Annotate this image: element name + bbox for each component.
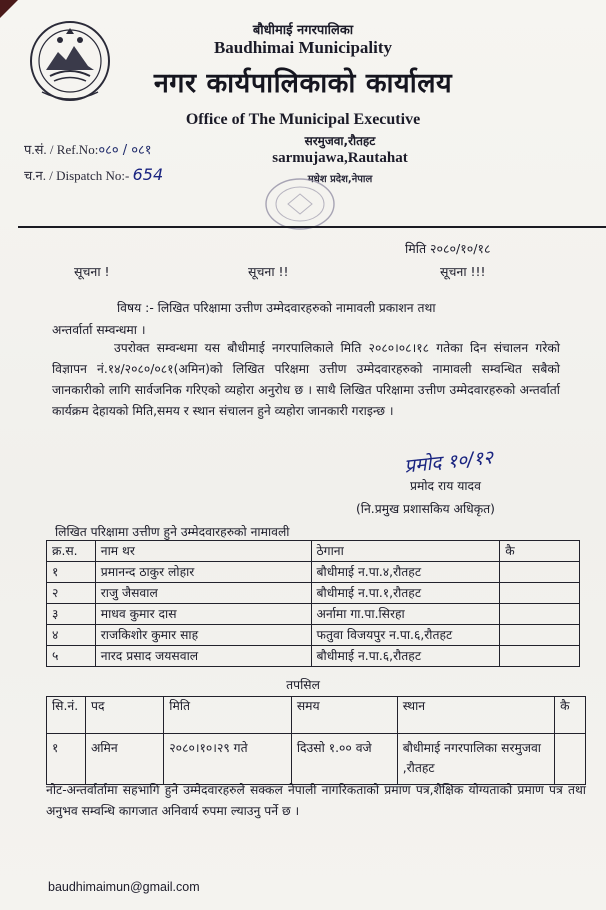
column-header: सि.नं. bbox=[47, 697, 86, 734]
table-row bbox=[47, 562, 580, 583]
handwritten-signature: प्रमोद १०/१२ bbox=[403, 446, 495, 478]
column-header: नाम थर bbox=[95, 541, 311, 562]
column-header: मिति bbox=[164, 697, 292, 734]
signer-title: (नि.प्रमुख प्रशासकिय अधिकृत) bbox=[356, 502, 495, 516]
dispatch-label: च.न. / Dispatch No:- bbox=[24, 168, 130, 183]
column-header: क्र.स. bbox=[47, 541, 96, 562]
table-cell bbox=[500, 562, 580, 583]
table-cell bbox=[500, 604, 580, 625]
notice-heading-3: सूचना !!! bbox=[440, 264, 486, 279]
subject-line-1: विषय :- लिखित परिक्षामा उत्तीण उम्मेदवारहरुको नामावली प्रकाशन तथा bbox=[117, 301, 436, 315]
municipality-name-nepali: बौधीमाई नगरपालिका bbox=[252, 23, 354, 38]
table-cell: बौधीमाई नगरपालिका सरमुजवा ,रौतहट bbox=[397, 734, 554, 785]
column-header: पद bbox=[85, 697, 163, 734]
table-header-row bbox=[47, 541, 580, 562]
candidates-table-title: लिखित परिक्षामा उत्तीण हुने उम्मेदवारहरुको नामावली bbox=[55, 525, 290, 539]
table-cell: १ bbox=[47, 562, 96, 583]
header-divider bbox=[18, 226, 606, 228]
column-header: स्थान bbox=[397, 697, 554, 734]
table-row bbox=[47, 604, 580, 625]
table-cell: बौधीमाई न.पा.१,रौतहट bbox=[311, 583, 500, 604]
table-cell: बौधीमाई न.पा.६,रौतहट bbox=[311, 646, 500, 667]
note-paragraph: नोट-अन्तर्वार्तामा सहभागि हुने उम्मेदवारहरुले सक्कल नेपाली नागरिकताको प्रमाण पत्र,शैक्षिक योग्यताको प्रमाण पत्र तथा अनुभव सम्वन्धि कागजात अनिवार्य रुपमा ल्याउनु पर्ने छ । bbox=[46, 783, 586, 818]
table-cell: अमिन bbox=[85, 734, 163, 785]
table-cell: १ bbox=[47, 734, 86, 785]
notice-heading-2: सूचना !! bbox=[248, 264, 289, 279]
table-cell bbox=[500, 583, 580, 604]
column-header: ठेगाना bbox=[311, 541, 500, 562]
table-row bbox=[47, 646, 580, 667]
table-cell bbox=[555, 734, 586, 785]
signer-name: प्रमोद राय यादव bbox=[410, 479, 481, 493]
province-nepali: मधेश प्रदेश,नेपाल bbox=[307, 174, 373, 185]
office-stamp-icon bbox=[262, 176, 338, 232]
issue-date: मिति २०८०/१०/१८ bbox=[405, 241, 491, 256]
table-cell: नारद प्रसाद जयसवाल bbox=[95, 646, 311, 667]
dispatch-value: 654 bbox=[132, 165, 164, 184]
dispatch-number bbox=[24, 165, 163, 184]
table-cell: २०८०।१०।२९ गते bbox=[164, 734, 292, 785]
column-header: कै bbox=[500, 541, 580, 562]
table-cell: प्रमानन्द ठाकुर लोहार bbox=[95, 562, 311, 583]
subject-line-2: अन्तर्वार्ता सम्वन्धमा । bbox=[52, 323, 146, 337]
table-cell: २ bbox=[47, 583, 96, 604]
table-row bbox=[47, 734, 586, 785]
contact-email: baudhimaimun@gmail.com bbox=[48, 880, 200, 894]
table-cell: ४ bbox=[47, 625, 96, 646]
table-cell bbox=[500, 646, 580, 667]
reference-number bbox=[24, 140, 152, 158]
table-cell: माधव कुमार दास bbox=[95, 604, 311, 625]
table-row bbox=[47, 625, 580, 646]
table-cell: ५ bbox=[47, 646, 96, 667]
schedule-table bbox=[46, 696, 586, 785]
place-english: sarmujawa,Rautahat bbox=[272, 150, 408, 166]
notice-paragraph: उपरोक्त सम्वन्धमा यस बौधीमाई नगरपालिकाले मिति २०८०।०८।१८ गतेका दिन संचालन गरेको विज्ञापन नं.१४/२०८०/०८१(अमिन)को लिखित परिक्षमा उत्तीण उम्मेदवारहरुको नामावली सम्वन्धित सबैको जानकारीको लागि सार्वजनिक गरिएको व्यहोरा अनुरोध छ । साथै लिखित परिक्षामा उत्तीण उम्मेदवारहरुको अन्तर्वार्ता कार्यक्रम देहायको मिति,समय र स्थान संचालन हुने व्यहोरा जानकारी गराइन्छ । bbox=[52, 341, 560, 418]
place-nepali: सरमुजवा,रौतहट bbox=[304, 134, 376, 148]
office-name-nepali: नगर कार्यपालिकाको कार्यालय bbox=[153, 68, 453, 99]
table-cell: राजकिशोर कुमार साह bbox=[95, 625, 311, 646]
office-name-english: Office of The Municipal Executive bbox=[185, 111, 421, 128]
municipality-name-english: Baudhimai Municipality bbox=[213, 38, 393, 57]
table-cell: बौधीमाई न.पा.४,रौतहट bbox=[311, 562, 500, 583]
table-cell: अर्नामा गा.पा.सिरहा bbox=[311, 604, 500, 625]
column-header: समय bbox=[291, 697, 397, 734]
column-header: कै bbox=[555, 697, 586, 734]
notice-heading-1: सूचना ! bbox=[74, 264, 110, 279]
reference-value: ०८० / ०८१ bbox=[98, 143, 152, 158]
table-cell: दिउसो १.०० वजे bbox=[291, 734, 397, 785]
table-cell bbox=[500, 625, 580, 646]
table-row bbox=[47, 583, 580, 604]
table-header-row bbox=[47, 697, 586, 734]
reference-label: प.सं. / Ref.No: bbox=[24, 142, 99, 157]
subject bbox=[52, 297, 552, 341]
schedule-title: तपसिल bbox=[286, 678, 320, 692]
table-cell: ३ bbox=[47, 604, 96, 625]
candidates-table bbox=[46, 540, 580, 667]
page-corner bbox=[0, 0, 18, 18]
table-cell: फतुवा विजयपुर न.पा.६,रौतहट bbox=[311, 625, 500, 646]
table-cell: राजु जैसवाल bbox=[95, 583, 311, 604]
